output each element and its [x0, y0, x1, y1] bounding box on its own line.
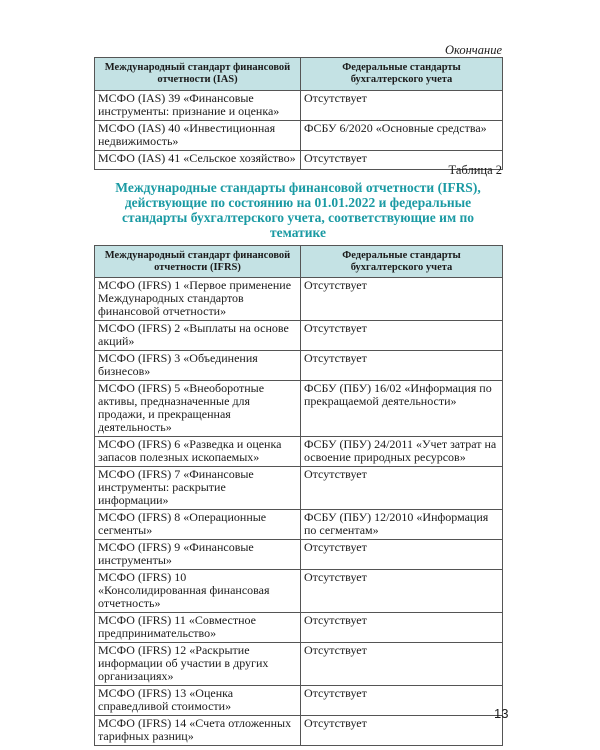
table-row [95, 381, 503, 437]
table-row [95, 151, 503, 170]
table-header-row [95, 58, 503, 91]
fsbu-standard-cell: Отсутствует [301, 321, 503, 351]
ias-table [94, 57, 503, 170]
continuation-label: Окончание [444, 43, 502, 57]
ias-standard-cell: МСФО (IAS) 40 «Инвестиционная недвижимость» [95, 121, 301, 151]
ifrs-standard-cell: МСФО (IFRS) 11 «Совместное предпринимательство» [95, 613, 301, 643]
fsbu-standard-cell: Отсутствует [301, 151, 503, 170]
table-row [95, 121, 503, 151]
ias-standard-cell: МСФО (IAS) 39 «Финансовые инструменты: признание и оценка» [95, 91, 301, 121]
fsbu-standard-cell: Отсутствует [301, 467, 503, 510]
table-row [95, 351, 503, 381]
fsbu-standard-cell: Отсутствует [301, 278, 503, 321]
fsbu-standard-cell: ФСБУ (ПБУ) 16/02 «Информация по прекращаемой деятельности» [301, 381, 503, 437]
ifrs-standard-cell: МСФО (IFRS) 10 «Консолидированная финансовая отчетность» [95, 570, 301, 613]
table-row [95, 437, 503, 467]
table-row [95, 643, 503, 686]
fsbu-standard-cell: Отсутствует [301, 351, 503, 381]
ifrs-standard-cell: МСФО (IFRS) 13 «Оценка справедливой стоимости» [95, 686, 301, 716]
table-row [95, 91, 503, 121]
ifrs-standard-cell: МСФО (IFRS) 7 «Финансовые инструменты: раскрытие информации» [95, 467, 301, 510]
table-header-row [95, 246, 503, 278]
table-row [95, 570, 503, 613]
fsbu-standard-cell: Отсутствует [301, 570, 503, 613]
table-row [95, 686, 503, 716]
table-row [95, 467, 503, 510]
table-row [95, 321, 503, 351]
table-row [95, 613, 503, 643]
column-header-fsbu: Федеральные стандарты бухгалтерского учета [301, 58, 503, 91]
table-row [95, 510, 503, 540]
ifrs-standard-cell: МСФО (IFRS) 6 «Разведка и оценка запасов полезных ископаемых» [95, 437, 301, 467]
column-header-ias: Международный стандарт финансовой отчетности (IAS) [95, 58, 301, 91]
ifrs-standard-cell: МСФО (IFRS) 5 «Внеоборотные активы, предназначенные для продажи, и прекращенная деятельность» [95, 381, 301, 437]
ifrs-standard-cell: МСФО (IFRS) 12 «Раскрытие информации об участии в других организациях» [95, 643, 301, 686]
fsbu-standard-cell: ФСБУ 6/2020 «Основные средства» [301, 121, 503, 151]
table-number-label: Таблица 2 [448, 163, 502, 177]
fsbu-standard-cell: Отсутствует [301, 716, 503, 746]
table-row [95, 540, 503, 570]
table-row [95, 278, 503, 321]
fsbu-standard-cell: Отсутствует [301, 643, 503, 686]
ifrs-table [94, 245, 503, 746]
fsbu-standard-cell: ФСБУ (ПБУ) 12/2010 «Информация по сегментам» [301, 510, 503, 540]
ifrs-standard-cell: МСФО (IFRS) 1 «Первое применение Международных стандартов финансовой отчетности» [95, 278, 301, 321]
fsbu-standard-cell: ФСБУ (ПБУ) 24/2011 «Учет затрат на освоение природных ресурсов» [301, 437, 503, 467]
fsbu-standard-cell: Отсутствует [301, 540, 503, 570]
fsbu-standard-cell: Отсутствует [301, 91, 503, 121]
fsbu-standard-cell: Отсутствует [301, 613, 503, 643]
ifrs-standard-cell: МСФО (IFRS) 3 «Объединения бизнесов» [95, 351, 301, 381]
fsbu-standard-cell: Отсутствует [301, 686, 503, 716]
table-row [95, 716, 503, 746]
ifrs-standard-cell: МСФО (IFRS) 8 «Операционные сегменты» [95, 510, 301, 540]
ifrs-standard-cell: МСФО (IFRS) 9 «Финансовые инструменты» [95, 540, 301, 570]
column-header-fsbu: Федеральные стандарты бухгалтерского учета [301, 246, 503, 278]
ifrs-standard-cell: МСФО (IFRS) 14 «Счета отложенных тарифных разниц» [95, 716, 301, 746]
column-header-ifrs: Международный стандарт финансовой отчетности (IFRS) [95, 246, 301, 278]
table-title: Международные стандарты финансовой отчетности (IFRS), действующие по состоянию на 01.01.2022 и федеральные стандарты бухгалтерского учета, соответствующие им по тематике [115, 180, 481, 240]
ias-standard-cell: МСФО (IAS) 41 «Сельское хозяйство» [95, 151, 301, 170]
page-number: 13 [494, 706, 509, 721]
ifrs-standard-cell: МСФО (IFRS) 2 «Выплаты на основе акций» [95, 321, 301, 351]
